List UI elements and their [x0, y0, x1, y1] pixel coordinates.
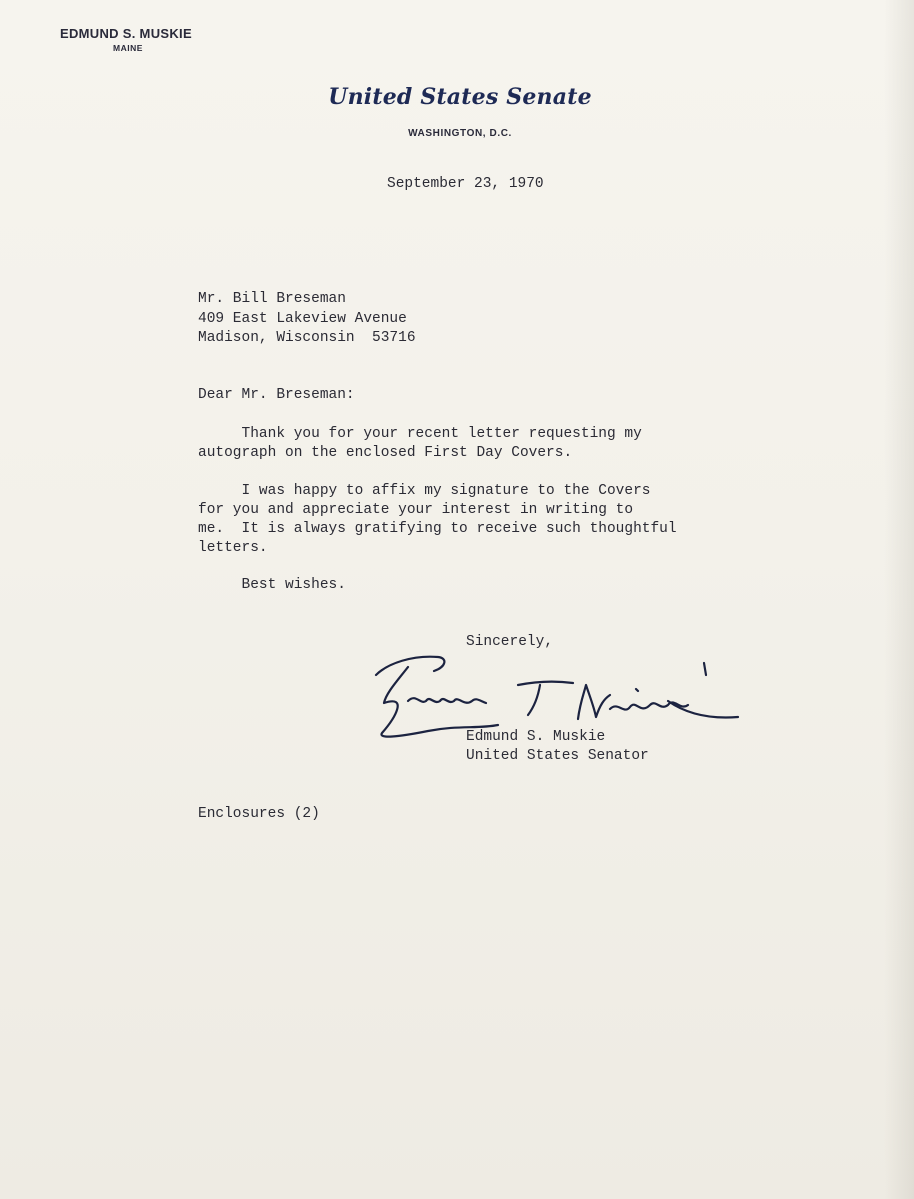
enclosures-note: Enclosures (2): [198, 806, 320, 822]
body-line: Thank you for your recent letter requesting my: [198, 426, 642, 442]
body-line: me. It is always gratifying to receive such thoughtful: [198, 521, 677, 537]
address-line: 409 East Lakeview Avenue: [198, 311, 407, 327]
page-edge-shadow: [884, 0, 914, 1199]
body-line: autograph on the enclosed First Day Covers.: [198, 445, 573, 461]
sender-name: EDMUND S. MUSKIE: [60, 26, 192, 41]
letter-date: September 23, 1970: [387, 176, 544, 192]
letterhead-title: United States Senate: [328, 84, 592, 110]
body-line: for you and appreciate your interest in writing to: [198, 502, 634, 518]
salutation: Dear Mr. Breseman:: [198, 387, 355, 403]
closing: Sincerely,: [466, 634, 554, 650]
body-line: I was happy to affix my signature to the Covers: [198, 483, 651, 499]
letterhead-city: WASHINGTON, D.C.: [408, 128, 512, 139]
body-line: letters.: [198, 540, 268, 556]
sender-state: MAINE: [113, 43, 143, 53]
best-wishes: Best wishes.: [198, 577, 346, 593]
address-line: Mr. Bill Breseman: [198, 291, 346, 307]
signer-name: Edmund S. Muskie: [466, 729, 606, 745]
address-line: Madison, Wisconsin 53716: [198, 330, 416, 346]
signer-title: United States Senator: [466, 748, 649, 764]
